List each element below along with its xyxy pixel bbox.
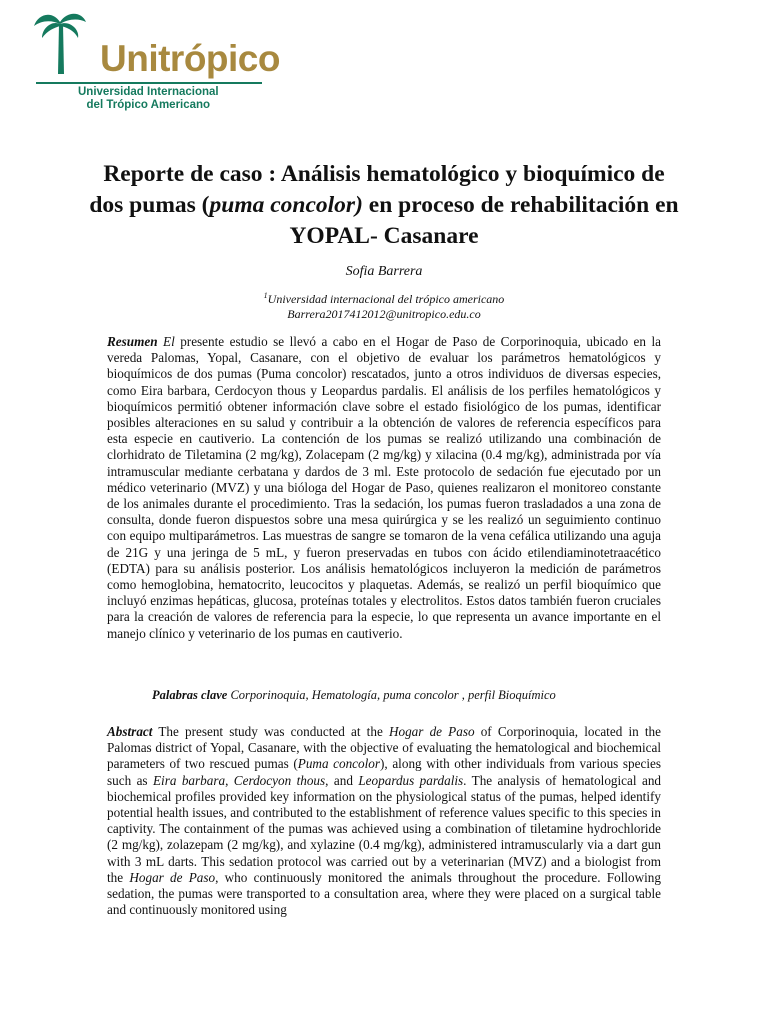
affiliation-marker: 1	[263, 291, 268, 300]
author-email: Barrera2017412012@unitropico.edu.co	[287, 307, 481, 321]
title-part1: Reporte de caso : Análisis hematológico y bioquímico de dos pumas (	[89, 161, 665, 218]
abstract-label: Abstract	[107, 724, 153, 739]
keywords	[152, 688, 556, 703]
abstract-seg-italic: Cerdocyon thous	[233, 772, 326, 788]
logo-divider	[36, 82, 262, 84]
logo-wordmark: Unitrópico	[100, 38, 280, 79]
abstract-seg: ), along with other individuals from various species such as	[107, 756, 661, 788]
abstract-seg: of Corporinoquia, located in the Palomas district of Yopal, Casanare, with the objective of evaluating the hematological and biochemical parameters of two rescued pumas (	[107, 724, 661, 772]
abstract-seg: ,	[225, 772, 234, 788]
title-part2: en proceso de rehabilitación en YOPAL- Casanare	[289, 192, 679, 249]
abstract-seg-italic: Hogar de Paso	[388, 724, 475, 739]
keywords-text: Corporinoquia, Hematología, puma concolor , perfil Bioquímico	[227, 688, 556, 702]
abstract-seg: , who continuously monitored the animals throughout the procedure. Following sedation, the pumas were transported to a consultation area, where they were placed on a surgical table and continuously monitored using	[107, 869, 661, 918]
affiliation-institution	[0, 288, 768, 307]
logo-subtitle	[78, 86, 219, 112]
abstract-seg: The present study was conducted at the	[152, 724, 389, 739]
logo-subtitle-line2: del Trópico Americano	[86, 99, 211, 111]
palm-tree-icon	[30, 8, 90, 88]
abstract-seg: , and	[325, 772, 359, 788]
institution-name: Universidad internacional del trópico americano	[267, 292, 505, 306]
title-species: puma concolor)	[209, 192, 363, 218]
paper-title	[84, 159, 684, 252]
university-logo	[30, 8, 280, 111]
keywords-label: Palabras clave	[152, 688, 228, 702]
resumen-first-word: El	[157, 334, 175, 349]
abstract-seg-italic: Eira barbara	[152, 772, 226, 788]
logo-subtitle-line1: Universidad Internacional	[78, 86, 219, 98]
author-name: Sofia Barrera	[345, 264, 423, 279]
abstract-seg-italic: Hogar de Paso	[129, 869, 216, 885]
resumen-paragraph	[107, 334, 661, 642]
resumen-label: Resumen	[107, 334, 158, 349]
affiliation	[0, 288, 768, 322]
abstract-seg: . The analysis of hematological and biochemical profiles provided key information on the physiological status of the pumas, helped identify potential health issues, and contributed to the establishment of reference values specific to this species in captivity. The containment of the pumas was achieved using a combination of tiletamine hydrochloride (2 mg/kg), zolazepam (2 mg/kg), and xylazine (0.4 mg/kg), administered intramuscularly via a dart gun with 3 mL darts. This sedation protocol was carried out by a veterinarian (MVZ) and a biologist from the	[107, 772, 662, 885]
resumen-text: presente estudio se llevó a cabo en el Hogar de Paso de Corporinoquia, ubicado en la vereda Palomas, Yopal, Casanare, con el objetivo de evaluar los parámetros hematológicos y bioquímicos de dos pumas (Puma concolor) rescatados, junto a otros individuos de diversas especies, como Eira barbara, Cerdocyon thous y Leopardus pardalis. El análisis de los perfiles hematológicos y bioquímicos permitió obtener información clave sobre el estado fisiológico de los pumas, identificar posibles alteraciones en su salud y contribuir a la obtención de valores de referencia específicos para esta especie en cautiverio. La contención de los pumas se realizó utilizando una combinación de clorhidrato de Tiletamina (2 mg/kg), Zolacepam (2 mg/kg) y xilacina (0.4 mg/kg), administrada por vía intramuscular mediante cerbatana y dardos de 3 ml. Este protocolo de sedación fue ejecutado por un médico veterinario (MVZ) y una bióloga del Hogar de Paso, quienes realizaron el monitoreo constante de los animales durante el procedimiento. Tras la sedación, los pumas fueron trasladados a una zona de consulta, donde fueron dispuestos sobre una mesa quirúrgica y se les realizó un seguimiento continuo con equipo multiparámetros. Las muestras de sangre se tomaron de la vena cefálica utilizando una aguja de 21G y una jeringa de 5 mL, y fueron preservadas en tubos con ácido etilendiaminotetraacético (EDTA) para su análisis posterior. Los análisis hematológicos incluyeron la medición de parámetros como hemoglobina, hematocrito, leucocitos y plaquetas. Además, se realizó un perfil bioquímico que incluyó enzimas hepáticas, glucosa, proteínas totales y electrolitos. Estos datos también fueron cruciales para la creación de valores de referencia para la especie, lo que representa un avance importante en el manejo clínico y veterinario de los pumas en cautiverio.	[107, 334, 661, 641]
abstract-seg-italic: Puma concolor	[297, 756, 381, 772]
abstract-paragraph	[107, 724, 661, 918]
abstract-seg-italic: Leopardus pardalis	[358, 772, 464, 788]
